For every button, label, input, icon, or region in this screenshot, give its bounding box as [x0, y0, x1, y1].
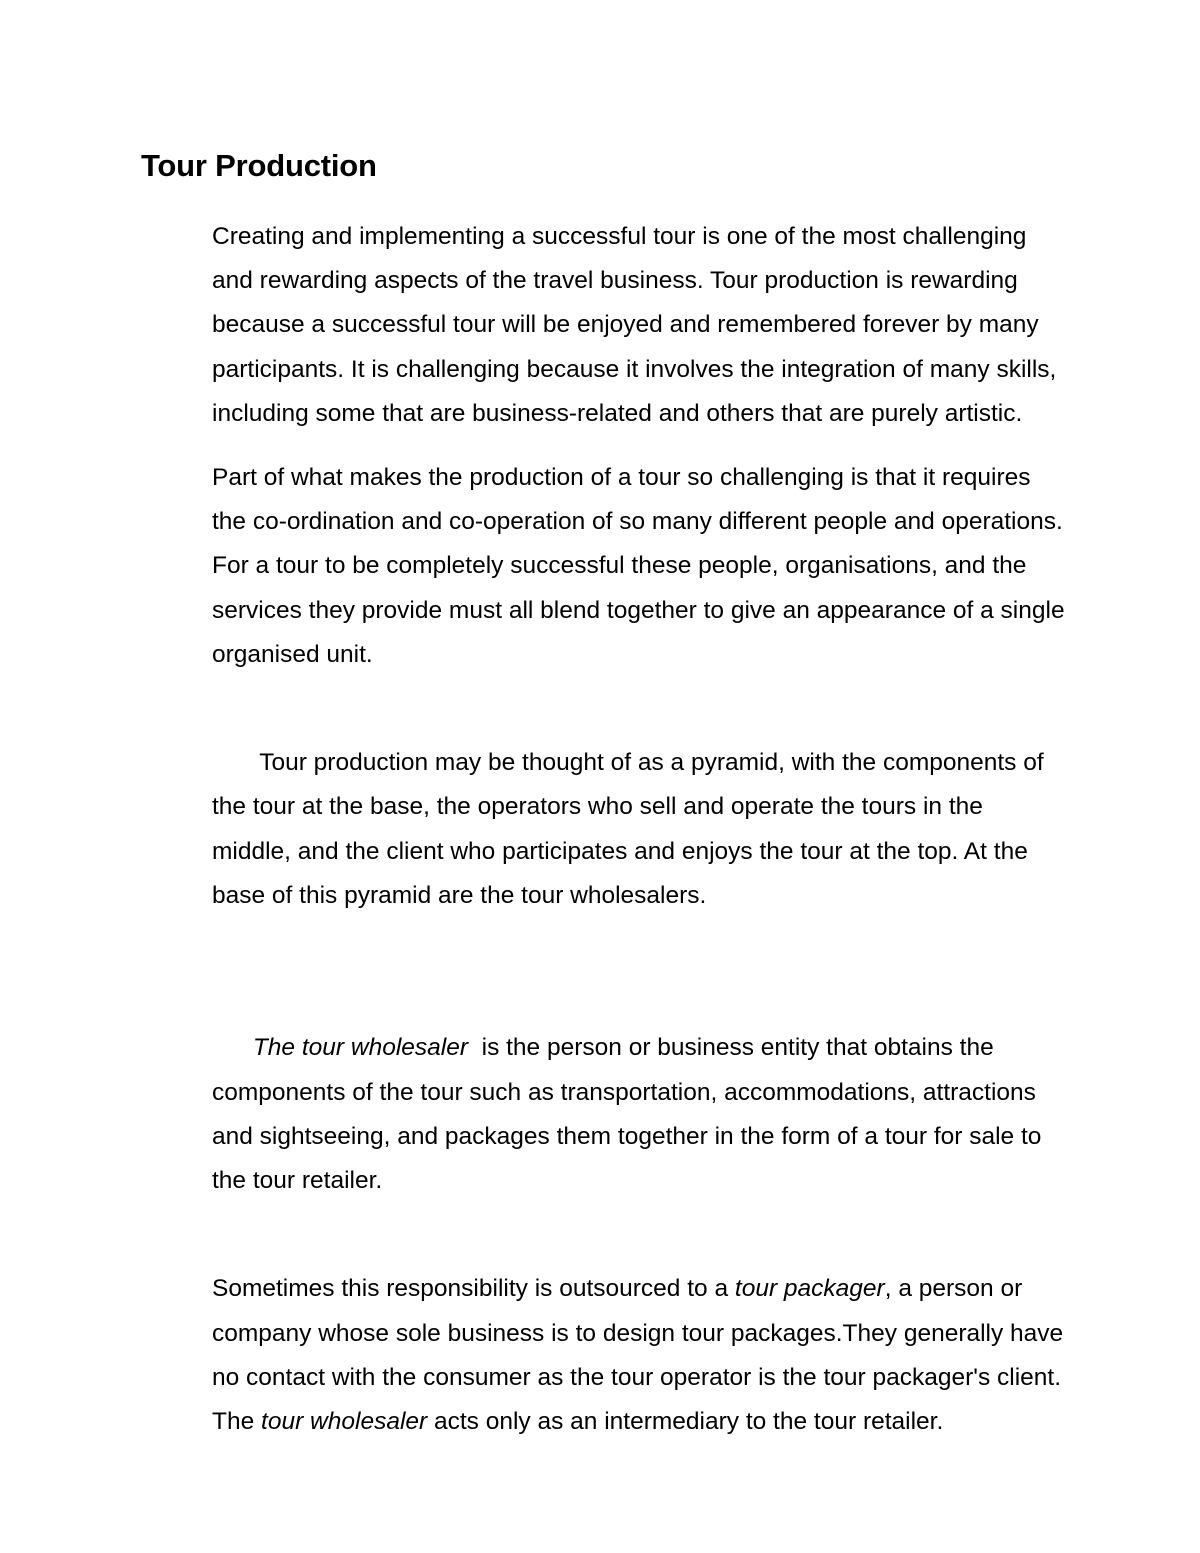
- italic-term-tour-wholesaler: The tour wholesaler: [252, 1034, 469, 1062]
- paragraph-intro: [212, 215, 1068, 436]
- paragraph-text: Part of what makes the production of a tour so challenging is that it requires the co-ordination and co-operation of so many different people and operations. For a tour to be completely successful these people, organisations, and the services they provide must all blend together to give an appearance of a single organised unit.: [212, 464, 1065, 668]
- paragraph-pyramid: [212, 697, 1068, 962]
- paragraph-coordination: [212, 456, 1068, 677]
- paragraph-wholesaler: [212, 982, 1068, 1247]
- paragraph-text: , a person or company whose sole business is to design tour packages.They generally have no contact with the consumer as the tour operator is the tour packager's client. The: [212, 1275, 1064, 1436]
- paragraph-text: Tour production may be thought of as a pyramid, with the components of the tour at the base, the operators who sell and operate the tours in the middle, and the client who participates and enjoys the tour at the top. At the base of this pyramid are the tour wholesalers.: [212, 749, 1051, 909]
- paragraph-text: acts only as an intermediary to the tour retailer.: [427, 1408, 944, 1436]
- italic-term-tour-wholesaler: tour wholesaler: [261, 1408, 428, 1436]
- paragraph-text: Sometimes this responsibility is outsourced to a: [212, 1275, 735, 1303]
- document-title: Tour Production: [141, 148, 377, 183]
- paragraph-packager: [212, 1267, 1068, 1444]
- document-body: [212, 215, 1068, 1464]
- italic-term-tour-packager: tour packager: [734, 1275, 885, 1303]
- paragraph-text: Creating and implementing a successful tour is one of the most challenging and rewarding aspects of the travel business. Tour production is rewarding because a successful tour will be enjoyed and remembered forever by many participants. It is challenging because it involves the integration of many skills, including some that are business-related and others that are purely artistic.: [212, 223, 1057, 427]
- paragraph-text: is the person or business entity that obtains the components of the tour such as transportation, accommodations, attractions and sightseeing, and packages them together in the form of a tour for sale to the tour retailer.: [212, 1034, 1049, 1195]
